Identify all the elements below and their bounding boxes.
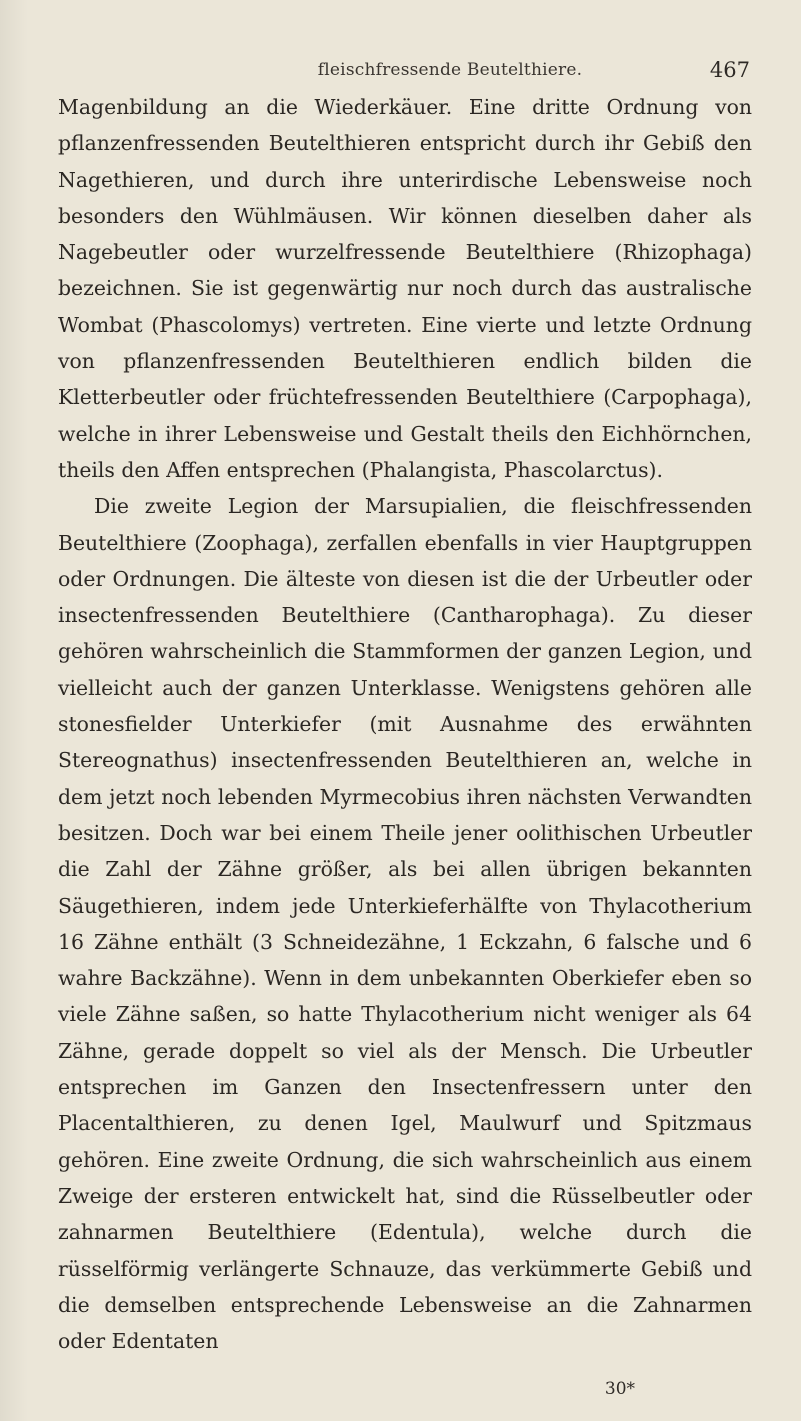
page-number: 467: [709, 58, 750, 82]
running-title: fleischfressende Beutelthiere.: [317, 60, 583, 80]
signature-mark: 30*: [604, 1379, 636, 1399]
body-text: [58, 89, 752, 1359]
paragraph-2: Die zweite Legion der Marsupialien, die fleischfressenden Beutelthiere (Zoophaga), zerfallen ebenfalls in vier Hauptgruppen oder Ordnungen. Die älteste von diesen ist die der Urbeutler oder insectenfressenden Beutelthiere (Cantharophaga). Zu dieser gehören wahrscheinlich die Stammformen der ganzen Legion, und vielleicht auch der ganzen Unterklasse. Wenigstens gehören alle stonesfielder Unterkiefer (mit Ausnahme des erwähnten Stereognathus) insectenfressenden Beutelthieren an, welche in dem jetzt noch lebenden Myrmecobius ihren nächsten Verwandten besitzen. Doch war bei einem Theile jener oolithischen Urbeutler die Zahl der Zähne größer, als bei allen übrigen bekannten Säugethieren, indem jede Unterkieferhälfte von Thylacotherium 16 Zähne enthält (3 Schneidezähne, 1 Eckzahn, 6 falsche und 6 wahre Backzähne). Wenn in dem unbekannten Oberkiefer eben so viele Zähne saßen, so hatte Thylacotherium nicht weniger als 64 Zähne, gerade doppelt so viel als der Mensch. Die Urbeutler entsprechen im Ganzen den Insectenfressern unter den Placentalthieren, zu denen Igel, Maulwurf und Spitzmaus gehören. Eine zweite Ordnung, die sich wahrscheinlich aus einem Zweige der ersteren entwickelt hat, sind die Rüsselbeutler oder zahnarmen Beutelthiere (Edentula), welche durch die rüsselförmig verlängerte Schnauze, das verkümmerte Gebiß und die demselben entsprechende Lebensweise an die Zahnarmen oder Edentaten: [58, 494, 752, 1354]
paragraph-1: Magenbildung an die Wiederkäuer. Eine dritte Ordnung von pflanzenfressenden Beutelthieren entspricht durch ihr Gebiß den Nagethieren, und durch ihre unterirdische Lebensweise noch besonders den Wühlmäusen. Wir können dieselben daher als Nagebeutler oder wurzelfressende Beutelthiere (Rhizophaga) bezeichnen. Sie ist gegenwärtig nur noch durch das australische Wombat (Phascolomys) vertreten. Eine vierte und letzte Ordnung von pflanzenfressenden Beutelthieren endlich bilden die Kletterbeutler oder früchtefressenden Beutelthiere (Carpophaga), welche in ihrer Lebensweise und Gestalt theils den Eichhörnchen, theils den Affen entsprechen (Phalangista, Phascolarctus).: [58, 95, 752, 482]
